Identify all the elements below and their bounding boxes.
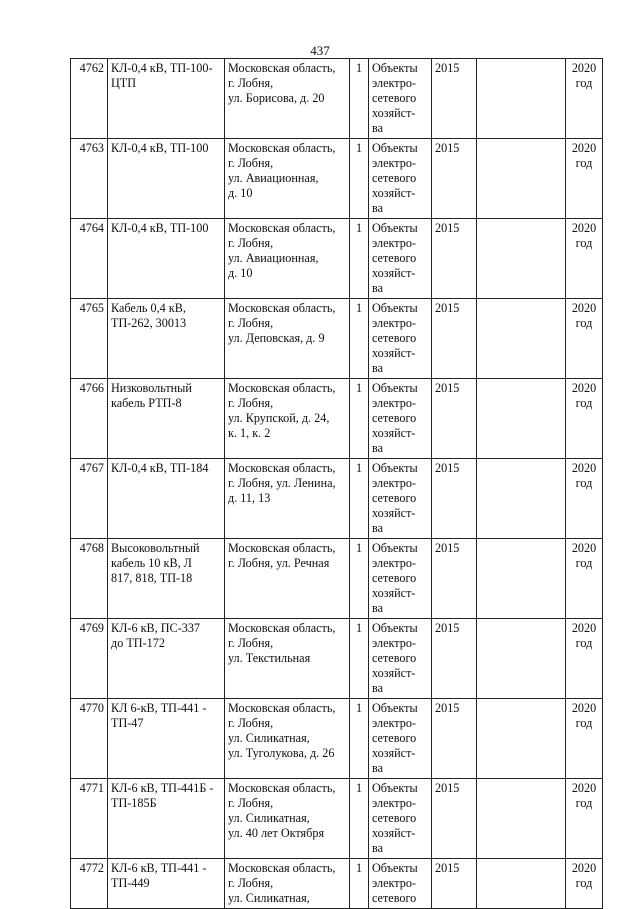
- record-number-cell: 4768: [71, 539, 108, 619]
- year-cell: 2015: [432, 859, 477, 909]
- year-cell: 2015: [432, 619, 477, 699]
- table-row: [71, 859, 603, 909]
- year-cell: 2015: [432, 139, 477, 219]
- year-cell: 2015: [432, 219, 477, 299]
- object-name-cell: КЛ-0,4 кВ, ТП-100: [108, 219, 225, 299]
- table-row: [71, 59, 603, 139]
- object-type-cell: Объекты электро- сетевого хозяйст- ва: [369, 219, 432, 299]
- object-type-cell: Объекты электро- сетевого хозяйст- ва: [369, 459, 432, 539]
- register-table: [70, 58, 603, 909]
- address-cell: Московская область, г. Лобня, ул. Авиационная, д. 10: [225, 139, 350, 219]
- table-row: [71, 379, 603, 459]
- deadline-cell: 2020 год: [566, 619, 603, 699]
- quantity-cell: 1: [350, 779, 369, 859]
- year-cell: 2015: [432, 379, 477, 459]
- table-row: [71, 539, 603, 619]
- address-cell: Московская область, г. Лобня, ул. Борисова, д. 20: [225, 59, 350, 139]
- year-cell: 2015: [432, 59, 477, 139]
- object-type-cell: Объекты электро- сетевого хозяйст- ва: [369, 59, 432, 139]
- address-cell: Московская область, г. Лобня, ул. Силикатная, ул. 40 лет Октября: [225, 779, 350, 859]
- page-number: 437: [310, 43, 330, 58]
- object-name-cell: КЛ 6-кВ, ТП-441 - ТП-47: [108, 699, 225, 779]
- year-cell: 2015: [432, 699, 477, 779]
- empty-cell: [477, 459, 566, 539]
- quantity-cell: 1: [350, 699, 369, 779]
- year-cell: 2015: [432, 299, 477, 379]
- deadline-cell: 2020 год: [566, 139, 603, 219]
- address-cell: Московская область, г. Лобня, ул. Авиационная, д. 10: [225, 219, 350, 299]
- year-cell: 2015: [432, 779, 477, 859]
- object-type-cell: Объекты электро- сетевого хозяйст- ва: [369, 139, 432, 219]
- quantity-cell: 1: [350, 219, 369, 299]
- quantity-cell: 1: [350, 859, 369, 909]
- quantity-cell: 1: [350, 539, 369, 619]
- object-type-cell: Объекты электро- сетевого хозяйст- ва: [369, 539, 432, 619]
- record-number-cell: 4766: [71, 379, 108, 459]
- object-type-cell: Объекты электро- сетевого хозяйст- ва: [369, 619, 432, 699]
- record-number-cell: 4762: [71, 59, 108, 139]
- quantity-cell: 1: [350, 619, 369, 699]
- empty-cell: [477, 539, 566, 619]
- object-type-cell: Объекты электро- сетевого хозяйст- ва: [369, 299, 432, 379]
- deadline-cell: 2020 год: [566, 299, 603, 379]
- address-cell: Московская область, г. Лобня, ул. Текстильная: [225, 619, 350, 699]
- deadline-cell: 2020 год: [566, 219, 603, 299]
- table-row: [71, 139, 603, 219]
- empty-cell: [477, 779, 566, 859]
- register-table-body: [71, 59, 603, 909]
- empty-cell: [477, 139, 566, 219]
- quantity-cell: 1: [350, 59, 369, 139]
- object-name-cell: КЛ-0,4 кВ, ТП-184: [108, 459, 225, 539]
- year-cell: 2015: [432, 539, 477, 619]
- empty-cell: [477, 299, 566, 379]
- object-name-cell: КЛ-6 кВ, ТП-441Б - ТП-185Б: [108, 779, 225, 859]
- table-row: [71, 619, 603, 699]
- record-number-cell: 4770: [71, 699, 108, 779]
- deadline-cell: 2020 год: [566, 539, 603, 619]
- address-cell: Московская область, г. Лобня, ул. Крупской, д. 24, к. 1, к. 2: [225, 379, 350, 459]
- empty-cell: [477, 699, 566, 779]
- object-type-cell: Объекты электро- сетевого хозяйст- ва: [369, 379, 432, 459]
- year-cell: 2015: [432, 459, 477, 539]
- table-row: [71, 459, 603, 539]
- record-number-cell: 4764: [71, 219, 108, 299]
- record-number-cell: 4763: [71, 139, 108, 219]
- empty-cell: [477, 619, 566, 699]
- record-number-cell: 4769: [71, 619, 108, 699]
- quantity-cell: 1: [350, 459, 369, 539]
- address-cell: Московская область, г. Лобня, ул. Ленина, д. 11, 13: [225, 459, 350, 539]
- empty-cell: [477, 859, 566, 909]
- object-type-cell: Объекты электро- сетевого хозяйст- ва: [369, 779, 432, 859]
- address-cell: Московская область, г. Лобня, ул. Речная: [225, 539, 350, 619]
- deadline-cell: 2020 год: [566, 459, 603, 539]
- object-name-cell: КЛ-0,4 кВ, ТП-100: [108, 139, 225, 219]
- object-name-cell: КЛ-6 кВ, ТП-441 - ТП-449: [108, 859, 225, 909]
- table-row: [71, 299, 603, 379]
- quantity-cell: 1: [350, 139, 369, 219]
- quantity-cell: 1: [350, 299, 369, 379]
- deadline-cell: 2020 год: [566, 699, 603, 779]
- address-cell: Московская область, г. Лобня, ул. Силикатная, ул. Туголукова, д. 26: [225, 699, 350, 779]
- table-row: [71, 219, 603, 299]
- deadline-cell: 2020 год: [566, 859, 603, 909]
- deadline-cell: 2020 год: [566, 379, 603, 459]
- address-cell: Московская область, г. Лобня, ул. Деповская, д. 9: [225, 299, 350, 379]
- object-type-cell: Объекты электро- сетевого: [369, 859, 432, 909]
- empty-cell: [477, 379, 566, 459]
- record-number-cell: 4765: [71, 299, 108, 379]
- empty-cell: [477, 219, 566, 299]
- empty-cell: [477, 59, 566, 139]
- deadline-cell: 2020 год: [566, 779, 603, 859]
- object-name-cell: Кабель 0,4 кВ, ТП-262, 30013: [108, 299, 225, 379]
- object-type-cell: Объекты электро- сетевого хозяйст- ва: [369, 699, 432, 779]
- record-number-cell: 4772: [71, 859, 108, 909]
- object-name-cell: Низковольтный кабель РТП-8: [108, 379, 225, 459]
- table-row: [71, 779, 603, 859]
- object-name-cell: КЛ-6 кВ, ПС-337 до ТП-172: [108, 619, 225, 699]
- quantity-cell: 1: [350, 379, 369, 459]
- object-name-cell: КЛ-0,4 кВ, ТП-100- ЦТП: [108, 59, 225, 139]
- record-number-cell: 4771: [71, 779, 108, 859]
- table-row: [71, 699, 603, 779]
- address-cell: Московская область, г. Лобня, ул. Силикатная,: [225, 859, 350, 909]
- object-name-cell: Высоковольтный кабель 10 кВ, Л 817, 818, ТП-18: [108, 539, 225, 619]
- record-number-cell: 4767: [71, 459, 108, 539]
- deadline-cell: 2020 год: [566, 59, 603, 139]
